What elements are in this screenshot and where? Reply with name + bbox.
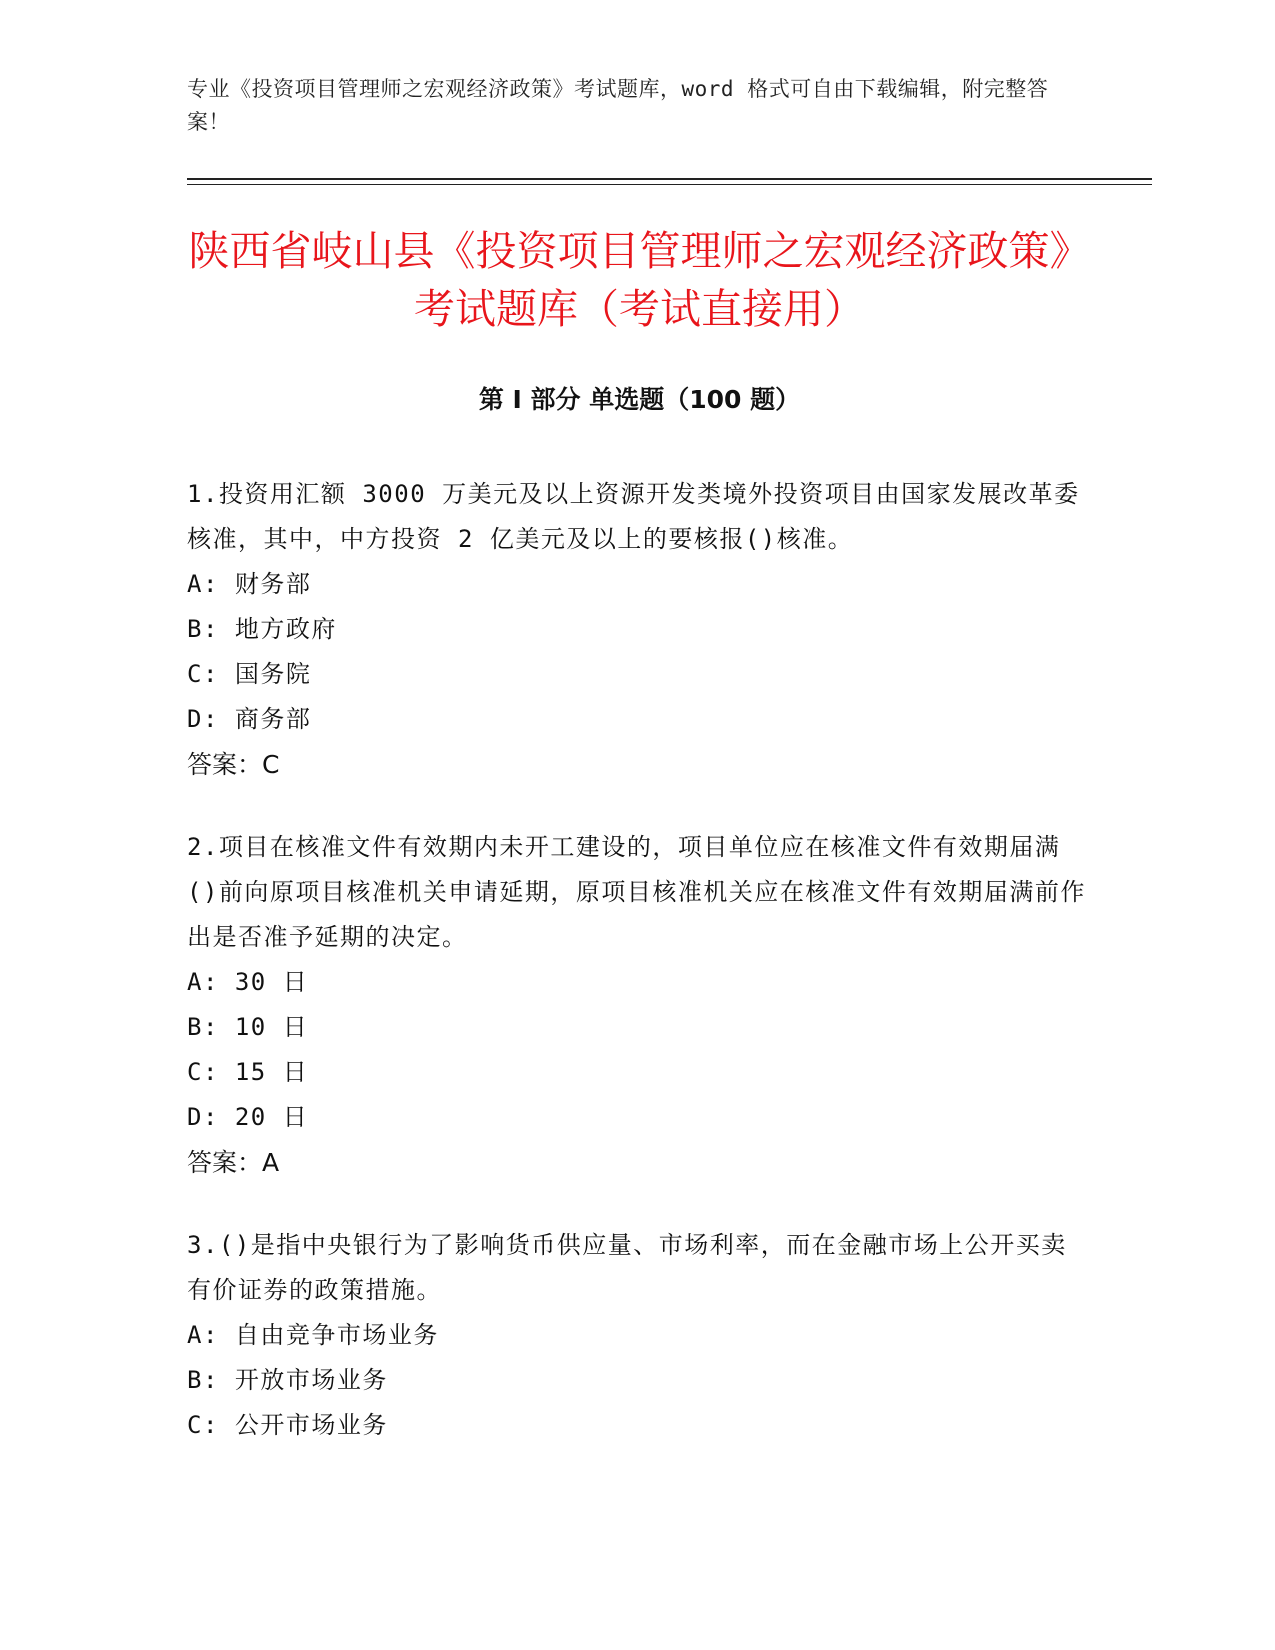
question-2	[187, 825, 1087, 1185]
header-divider-thin	[187, 184, 1152, 185]
option-b: B: 10 日	[187, 1013, 309, 1041]
question-stem: 2.项目在核准文件有效期内未开工建设的，项目单位应在核准文件有效期届满()前向原项目核准机关申请延期，原项目核准机关应在核准文件有效期届满前作出是否准予延期的决定。	[187, 833, 1086, 951]
question-1	[187, 472, 1087, 787]
question-stem: 1.投资用汇额 3000 万美元及以上资源开发类境外投资项目由国家发展改革委核准，其中，中方投资 2 亿美元及以上的要核报()核准。	[187, 480, 1080, 553]
document-title: 陕西省岐山县《投资项目管理师之宏观经济政策》考试题库（考试直接用）	[188, 227, 1091, 333]
option-c: C: 国务院	[187, 660, 312, 688]
header-divider-thick	[187, 178, 1152, 180]
option-a: A: 30 日	[187, 968, 309, 996]
option-d: D: 商务部	[187, 705, 312, 733]
question-stem: 3.()是指中央银行为了影响货币供应量、市场利率，而在金融市场上公开买卖有价证券的政策措施。	[187, 1231, 1067, 1304]
option-c: C: 15 日	[187, 1058, 309, 1086]
answer: 答案：C	[187, 750, 280, 779]
option-d: D: 20 日	[187, 1103, 309, 1131]
question-list	[187, 472, 1087, 1486]
question-3	[187, 1223, 1087, 1448]
option-a: A: 财务部	[187, 570, 312, 598]
header-note: 专业《投资项目管理师之宏观经济政策》考试题库，word 格式可自由下载编辑，附完整答案！	[187, 77, 1049, 134]
option-a: A: 自由竞争市场业务	[187, 1321, 439, 1349]
option-c: C: 公开市场业务	[187, 1411, 388, 1439]
option-b: B: 地方政府	[187, 615, 337, 643]
section-title: 第 I 部分 单选题（100 题）	[478, 385, 801, 414]
answer: 答案：A	[187, 1148, 280, 1177]
option-b: B: 开放市场业务	[187, 1366, 388, 1394]
